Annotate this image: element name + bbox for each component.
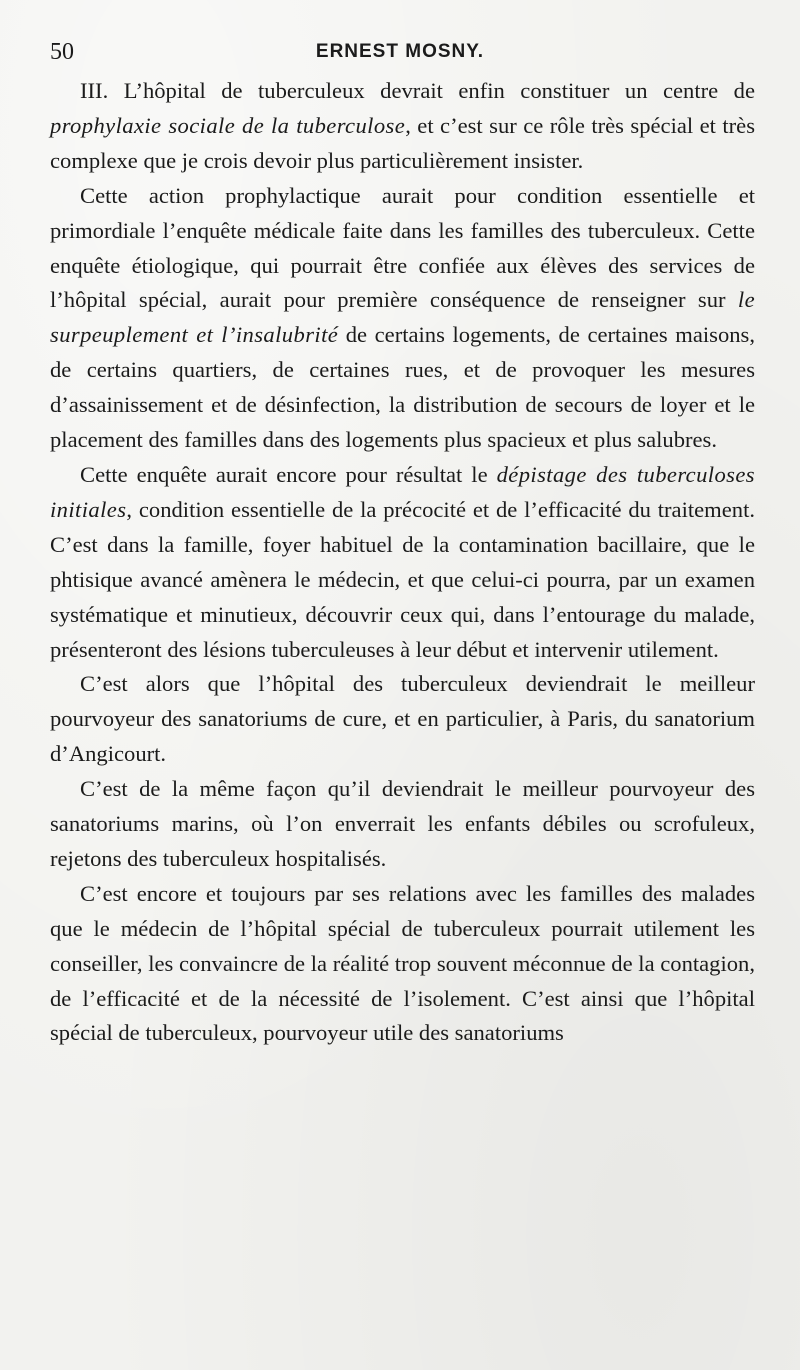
paragraph-text: Cette enquête aurait encore pour résultat le [80, 461, 497, 487]
body-text [50, 74, 755, 1051]
italic-phrase: dépistage des tuberculoses initiales [50, 461, 755, 522]
paragraph-text: , et c’est sur ce rôle très spécial et très complexe que je crois devoir plus particulièrement insister. [50, 112, 755, 173]
running-head: ERNEST MOSNY. [315, 41, 485, 62]
page-header [50, 34, 750, 70]
paragraph-sanatoriums-cure: C’est alors que l’hôpital des tuberculeux deviendrait le meilleur pourvoyeur des sanatoriums de cure, et en particulier, à Paris, du sanatorium d’Angicourt. [50, 671, 755, 767]
paragraph-sanatoriums-marins: C’est de la même façon qu’il deviendrait le meilleur pourvoyeur des sanatoriums marins, où l’on enverrait les enfants débiles ou scrofuleux, rejetons des tuberculeux hospitalisés. [50, 776, 755, 871]
paragraph-text: de certains logements, de certaines maisons, de certains quartiers, de certaines rues, et de provoquer les mesures d’assainissement et de désinfection, la distribution de secours de loyer et le placement des familles dans des logements plus spacieux et plus salubres. [50, 322, 755, 453]
paragraph-enquete [50, 179, 755, 458]
paragraph-prophylaxie [50, 74, 755, 179]
italic-phrase: le surpeuplement et l’insalubrité [50, 287, 755, 348]
paragraph-depistage [50, 458, 755, 667]
page-number: 50 [50, 39, 74, 65]
paragraph-text: Cette action prophylactique aurait pour condition essentielle et primordiale l’enquête médicale faite dans les familles des tuberculeux. Cette enquête étiologique, qui pourrait être confiée aux élèves des services de l’hôpital spécial, aurait pour première conséquence de renseigner sur [50, 182, 755, 313]
italic-phrase: prophylaxie sociale de la tuberculose [50, 112, 406, 138]
paragraph-text: III. L’hôpital de tuberculeux devrait enfin constituer un centre de [80, 78, 755, 103]
paragraph-text: , condition essentielle de la précocité et de l’efficacité du traitement. C’est dans la famille, foyer habituel de la contamination bacillaire, que le phtisique avancé amènera le médecin, et que celui-ci pourra, par un examen systématique et minutieux, découvrir ceux qui, dans l’entourage du malade, présenteront des lésions tuberculeuses à leur début et intervenir utilement. [50, 496, 755, 662]
paragraph-familles: C’est encore et toujours par ses relations avec les familles des malades que le médecin de l’hôpital spécial de tuberculeux pourrait utilement les conseiller, les convaincre de la réalité trop souvent méconnue de la contagion, de l’efficacité et de la nécessité de l’isolement. C’est ainsi que l’hôpital spécial de tuberculeux, pourvoyeur utile des sanatoriums [50, 880, 755, 1046]
